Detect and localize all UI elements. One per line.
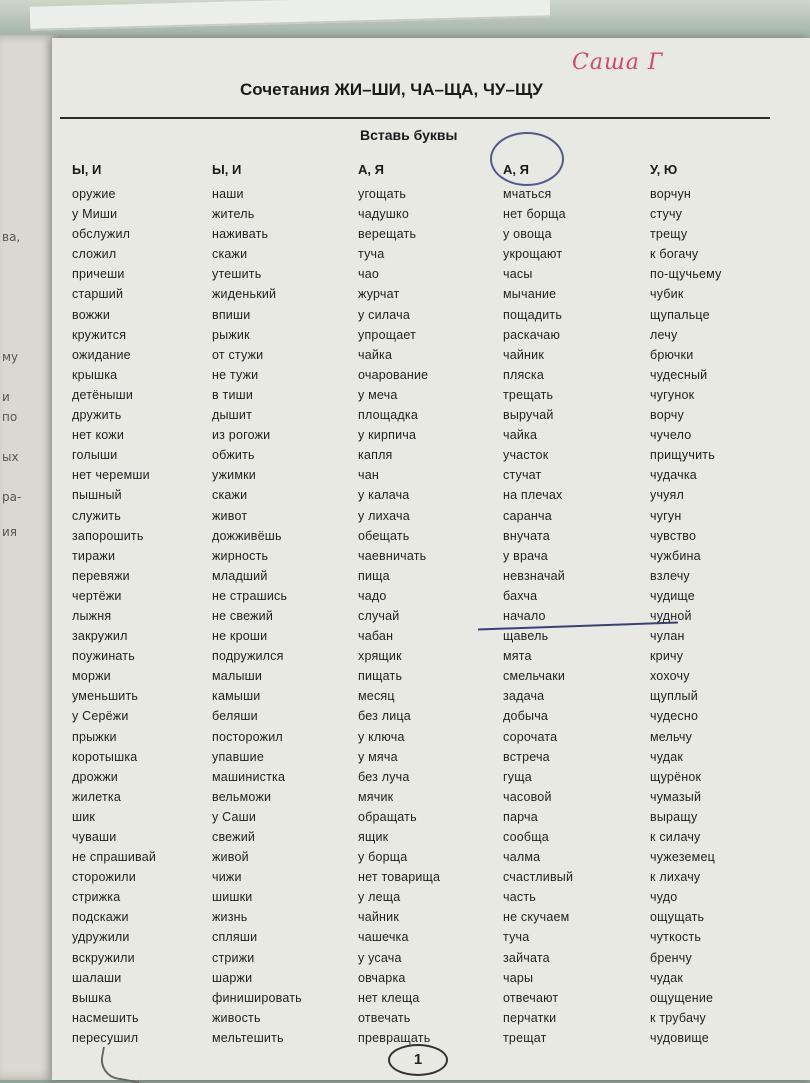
word-item: журчат — [358, 287, 400, 302]
exercise-instruction: Вставь буквы — [360, 127, 458, 143]
word-item: коротышка — [72, 749, 138, 764]
word-item: у кирпича — [358, 428, 417, 443]
word-item: старший — [72, 287, 124, 302]
word-item: упрощает — [358, 327, 417, 342]
word-item: чудовище — [650, 1030, 709, 1045]
word-item: чертёжи — [72, 588, 122, 603]
word-item: случай — [358, 608, 400, 623]
word-item: стучу — [650, 207, 683, 222]
word-item: у Саши — [212, 809, 257, 824]
word-item: у силача — [358, 307, 410, 322]
word-item: нет кожи — [72, 428, 125, 443]
word-item: у Серёжи — [72, 709, 129, 724]
word-item: у Миши — [72, 207, 118, 222]
word-item: ощущать — [650, 910, 705, 925]
word-item: щурёнок — [650, 769, 702, 784]
word-item: дружить — [72, 408, 122, 423]
word-item: трещат — [503, 1030, 547, 1045]
margin-fragment: по — [2, 410, 18, 424]
column-header: А, Я — [503, 162, 529, 177]
handwritten-name: Саша Г — [572, 50, 664, 75]
word-item: у врача — [503, 548, 548, 563]
word-item: у калача — [358, 488, 410, 503]
word-column-3 — [358, 162, 440, 1048]
word-item: капля — [358, 448, 393, 463]
word-item: чучело — [650, 428, 692, 443]
word-column-2 — [212, 162, 302, 1048]
word-item: пища — [358, 568, 390, 583]
word-item: выращу — [650, 809, 698, 824]
word-item: чудачка — [650, 468, 697, 483]
word-item: чадушко — [358, 207, 409, 222]
word-item: вельможи — [212, 789, 272, 804]
word-item: ворчу — [650, 408, 684, 423]
word-item: чугунок — [650, 387, 695, 402]
word-item: финишировать — [212, 990, 302, 1005]
word-item: чудак — [650, 749, 684, 764]
word-item: стучат — [503, 468, 542, 483]
word-item: по-щучьему — [650, 267, 722, 282]
word-item: встреча — [503, 749, 550, 764]
word-item: камыши — [212, 689, 261, 704]
word-item: к силачу — [650, 830, 701, 844]
word-item: крышка — [72, 367, 118, 382]
word-item: гуща — [503, 769, 532, 784]
word-item: зайчата — [503, 950, 550, 965]
word-item: туча — [358, 247, 385, 262]
word-item: наживать — [212, 227, 269, 242]
word-item: у леща — [358, 890, 401, 905]
word-item: подружился — [212, 649, 284, 664]
word-item: трещу — [650, 227, 688, 242]
word-item: дожживёшь — [212, 528, 282, 543]
word-item: чудной — [650, 608, 692, 623]
word-item: чайник — [503, 347, 545, 362]
word-item: скажи — [212, 488, 248, 503]
word-item: чан — [358, 468, 379, 483]
word-item: в тиши — [212, 387, 254, 402]
word-item: пересушил — [72, 1030, 139, 1045]
word-item: ужимки — [212, 468, 256, 483]
word-item: выручай — [503, 408, 554, 423]
word-item: запорошить — [72, 528, 144, 543]
word-item: шаржи — [212, 970, 253, 985]
word-item: чудесно — [650, 709, 699, 724]
word-item: раскачаю — [503, 327, 561, 342]
word-item: чао — [358, 267, 380, 282]
word-item: живот — [212, 508, 248, 523]
title-divider — [60, 117, 770, 119]
word-item: чабан — [358, 629, 394, 644]
word-item: мельчу — [650, 729, 693, 744]
word-item: чудесный — [650, 367, 708, 382]
word-item: чайка — [503, 428, 538, 443]
word-item: нет товарища — [358, 870, 441, 885]
word-item: взлечу — [650, 568, 690, 583]
word-item: лечу — [650, 327, 678, 342]
word-item: нет борща — [503, 207, 566, 222]
column-header: Ы, И — [72, 162, 102, 177]
word-item: упавшие — [212, 749, 264, 764]
word-item: скажи — [212, 247, 248, 262]
word-item: чашечка — [358, 930, 409, 945]
word-item: стрижи — [212, 950, 255, 965]
word-item: вожжи — [72, 307, 111, 322]
word-item: у усача — [358, 950, 402, 965]
word-item: отвечают — [503, 990, 559, 1005]
word-item: шалаши — [72, 970, 122, 985]
word-item: ожидание — [72, 347, 131, 362]
word-item: тиражи — [72, 548, 116, 563]
word-item: не кроши — [212, 629, 268, 644]
word-item: не скучаем — [503, 910, 570, 925]
word-item: часть — [503, 890, 536, 905]
word-item: обращать — [358, 809, 417, 824]
word-item: чудак — [650, 970, 684, 985]
word-item: нет клеща — [358, 990, 420, 1005]
word-item: чуткость — [650, 930, 702, 945]
word-item: не свежий — [212, 608, 274, 623]
word-item: младший — [212, 568, 268, 583]
word-item: чувство — [650, 528, 697, 543]
word-item: у мяча — [358, 749, 398, 764]
word-item: рыжик — [212, 327, 250, 342]
word-item: у меча — [358, 387, 398, 402]
word-item: брючки — [650, 347, 694, 362]
word-item: вскружили — [72, 950, 135, 965]
word-item: пышный — [72, 488, 122, 503]
word-item: прищучить — [650, 448, 715, 463]
word-item: начало — [503, 608, 546, 623]
word-item: чугун — [650, 508, 682, 523]
margin-fragment: и — [2, 390, 10, 404]
word-item: пощадить — [503, 307, 563, 322]
word-item: ящик — [358, 830, 389, 844]
word-item: хрящик — [358, 649, 402, 664]
margin-fragment: ия — [2, 525, 18, 539]
margin-fragment: ра- — [2, 490, 22, 504]
word-item: превращать — [358, 1030, 431, 1045]
word-item: лыжня — [72, 608, 112, 623]
word-item: свежий — [212, 830, 256, 844]
word-item: задача — [503, 689, 545, 704]
word-item: сложил — [72, 247, 117, 262]
word-item: детёныши — [72, 387, 134, 402]
margin-fragment: ых — [2, 450, 19, 464]
word-item: мычание — [503, 287, 557, 302]
word-item: шишки — [212, 890, 253, 905]
word-item: бренчу — [650, 950, 692, 965]
word-item: отвечать — [358, 1010, 411, 1025]
word-item: чаевничать — [358, 548, 427, 563]
word-item: парча — [503, 809, 538, 824]
word-item: дрожжи — [72, 769, 118, 784]
word-item: площадка — [358, 408, 418, 423]
word-item: бахча — [503, 588, 538, 603]
word-item: машинистка — [212, 769, 286, 784]
word-item: чайник — [358, 910, 400, 925]
word-item: уменьшить — [72, 689, 139, 704]
word-item: от стужи — [212, 347, 264, 362]
word-column-4 — [503, 162, 573, 1048]
word-item: сторожили — [72, 870, 136, 885]
word-item: подскажи — [72, 910, 129, 925]
word-item: из рогожи — [212, 428, 271, 443]
word-item: жизнь — [212, 910, 248, 925]
word-item: без луча — [358, 769, 410, 784]
word-item: овчарка — [358, 970, 406, 985]
word-item: щупальце — [650, 307, 710, 322]
word-item: чадо — [358, 588, 387, 603]
word-item: голыши — [72, 448, 118, 463]
word-item: верещать — [358, 227, 417, 242]
word-item: нет черемши — [72, 468, 150, 483]
word-item: вышка — [72, 990, 112, 1005]
column-header: Ы, И — [212, 162, 242, 177]
word-item: наши — [212, 187, 244, 201]
column-header: А, Я — [358, 162, 384, 177]
word-item: кружится — [72, 327, 127, 342]
word-item: укрощают — [503, 247, 563, 262]
word-item: чуваши — [72, 830, 117, 844]
word-column-1 — [72, 162, 156, 1048]
word-item: чубик — [650, 287, 684, 302]
word-item: счастливый — [503, 870, 574, 885]
word-item: не спрашивай — [72, 850, 157, 865]
word-item: моржи — [72, 669, 111, 684]
word-item: у овоща — [503, 227, 552, 242]
word-item: пляска — [503, 367, 544, 382]
page-number: 1 — [388, 1044, 448, 1076]
word-item: служить — [72, 508, 121, 523]
word-item: беляши — [212, 709, 258, 724]
word-item: мчаться — [503, 187, 552, 201]
word-item: чижи — [212, 870, 242, 885]
word-column-5 — [650, 162, 722, 1048]
word-item: смельчаки — [503, 669, 566, 684]
word-item: живость — [212, 1010, 261, 1025]
word-item: хохочу — [650, 669, 690, 684]
word-item: сорочата — [503, 729, 558, 744]
page-title: Сочетания ЖИ–ШИ, ЧА–ЩА, ЧУ–ЩУ — [240, 80, 543, 99]
word-item: шик — [72, 809, 96, 824]
word-item: у борща — [358, 850, 408, 865]
word-item: чары — [503, 970, 534, 985]
word-item: сообща — [503, 830, 549, 844]
word-item: у лихача — [358, 508, 410, 523]
word-item: добыча — [503, 709, 549, 724]
word-item: трещать — [503, 387, 554, 402]
word-item: обещать — [358, 528, 410, 543]
word-item: дышит — [212, 408, 253, 423]
margin-fragment: му — [2, 350, 19, 364]
word-item: щуплый — [650, 689, 698, 704]
word-item: впиши — [212, 307, 251, 322]
word-item: житель — [212, 207, 255, 222]
word-item: оружие — [72, 187, 116, 201]
word-item: малыши — [212, 669, 263, 684]
margin-fragment: ва, — [2, 230, 21, 244]
word-item: щавель — [503, 629, 549, 644]
word-item: часы — [503, 267, 533, 282]
word-item: учуял — [650, 488, 684, 503]
word-item: чужбина — [650, 548, 701, 563]
word-item: чалма — [503, 850, 541, 865]
word-item: чайка — [358, 347, 393, 362]
word-item: поужинать — [72, 649, 135, 664]
word-item: жирность — [212, 548, 269, 563]
word-item: закружил — [72, 629, 128, 644]
word-item: утешить — [212, 267, 262, 282]
word-item: прыжки — [72, 729, 117, 744]
word-item: угощать — [358, 187, 407, 201]
word-item: пищать — [358, 669, 403, 684]
word-item: чулан — [650, 629, 685, 644]
word-item: не тужи — [212, 367, 259, 382]
word-item: обслужил — [72, 227, 131, 242]
word-item: к богачу — [650, 247, 699, 262]
word-item: спляши — [212, 930, 258, 945]
word-item: посторожил — [212, 729, 283, 744]
word-item: чудо — [650, 890, 678, 905]
word-item: чумазый — [650, 789, 702, 804]
word-item: саранча — [503, 508, 552, 523]
word-item: жилетка — [72, 789, 121, 804]
word-item: удружили — [72, 930, 130, 945]
word-item: часовой — [503, 789, 552, 804]
word-item: насмешить — [72, 1010, 139, 1025]
word-item: чужеземец — [650, 850, 715, 865]
word-item: невзначай — [503, 568, 565, 583]
word-item: у ключа — [358, 729, 405, 744]
word-item: жиденький — [212, 287, 277, 302]
word-item: мячик — [358, 789, 394, 804]
word-item: мята — [503, 649, 532, 664]
word-item: причеши — [72, 267, 125, 282]
word-item: очарование — [358, 367, 429, 382]
word-item: стрижка — [72, 890, 121, 905]
word-item: туча — [503, 930, 530, 945]
word-item: участок — [503, 448, 549, 463]
word-item: без лица — [358, 709, 411, 724]
word-item: месяц — [358, 689, 395, 704]
word-item: к трубачу — [650, 1010, 706, 1025]
word-item: к лихачу — [650, 870, 701, 885]
word-item: на плечах — [503, 488, 563, 503]
word-item: перчатки — [503, 1010, 557, 1025]
word-item: кричу — [650, 649, 684, 664]
word-item: чудище — [650, 588, 695, 603]
word-item: перевяжи — [72, 568, 130, 583]
word-item: обжить — [212, 448, 255, 463]
word-item: ощущение — [650, 990, 714, 1005]
word-item: не страшись — [212, 588, 288, 603]
column-header: У, Ю — [650, 162, 678, 177]
word-item: мельтешить — [212, 1030, 284, 1045]
word-item: живой — [212, 850, 249, 865]
word-item: ворчун — [650, 187, 691, 201]
word-item: внучата — [503, 528, 550, 543]
